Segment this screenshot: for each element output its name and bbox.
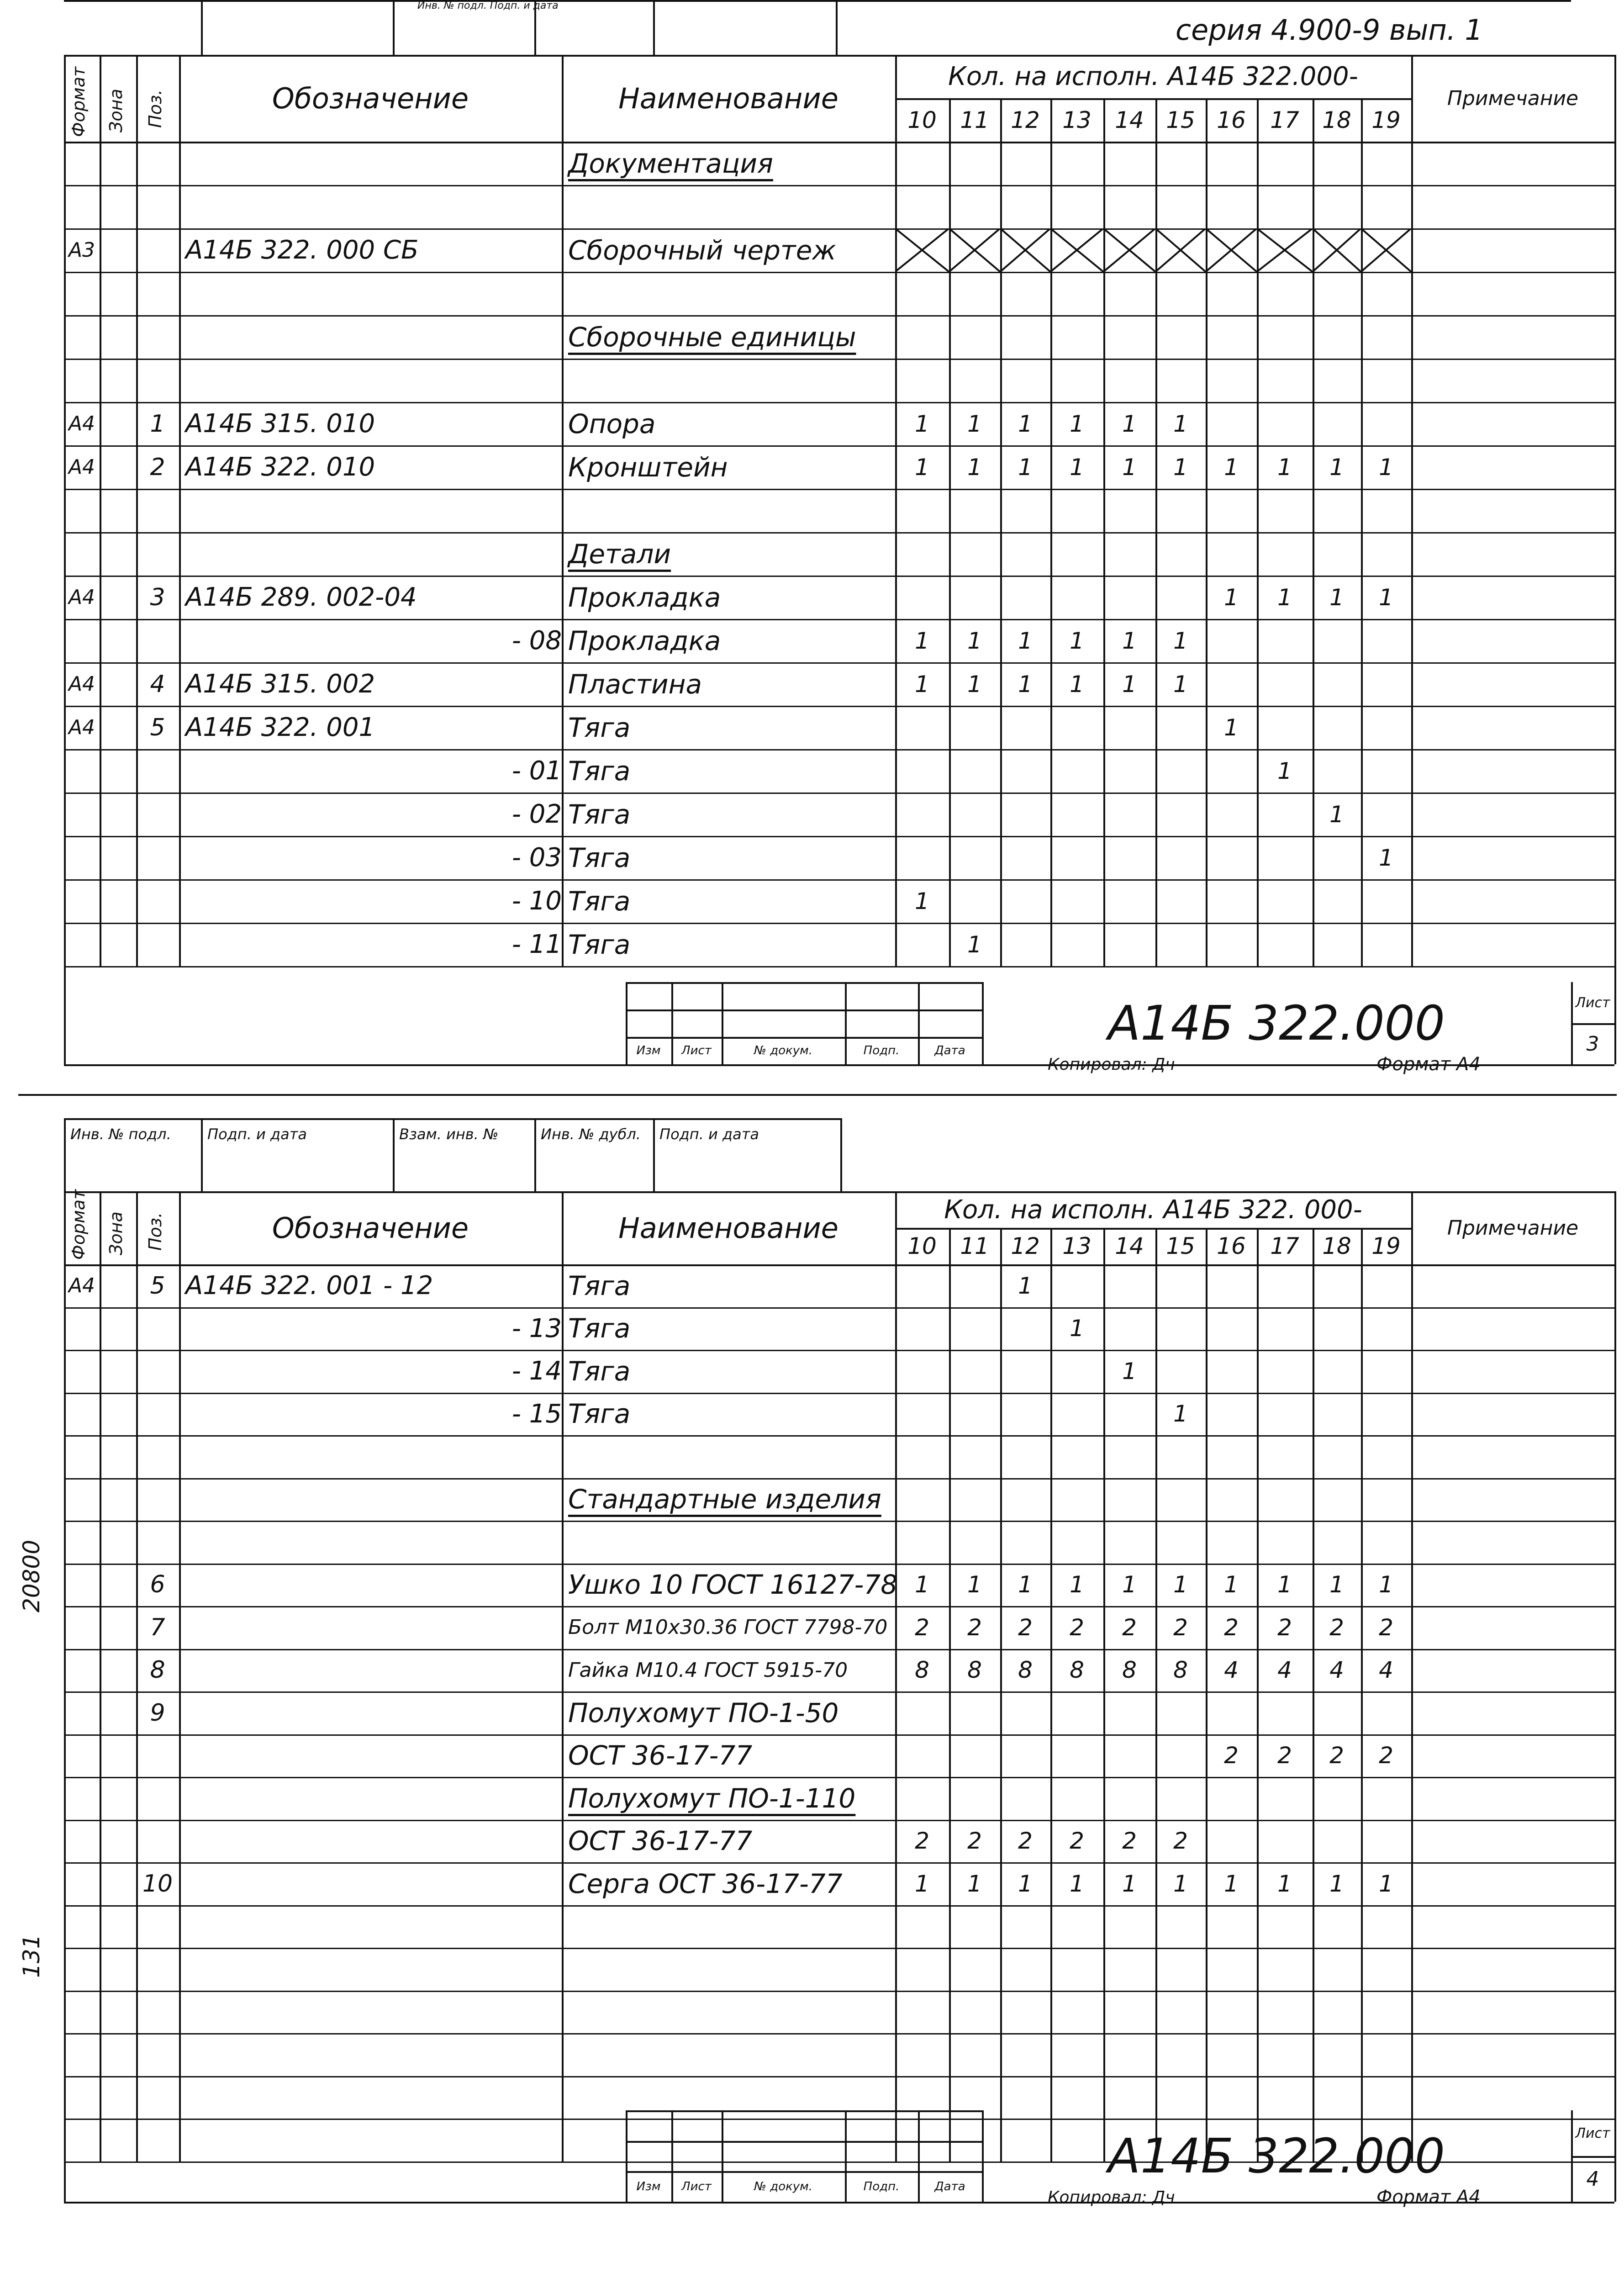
qty-17: 1 <box>1277 454 1292 481</box>
stamp-label-date: Дата <box>934 1044 965 1057</box>
qty-13: 1 <box>1070 454 1084 481</box>
qty-10: 1 <box>915 671 929 698</box>
frame-left <box>64 1191 66 2202</box>
qty-19: 4 <box>1379 1657 1393 1684</box>
qty-15: 1 <box>1173 1870 1188 1897</box>
frame-right <box>1614 1191 1616 2202</box>
qty-10: 1 <box>915 627 929 654</box>
header-col-14: 14 <box>1115 106 1144 133</box>
row-name: Полухомут ПО-1-50 <box>568 1697 839 1728</box>
qty-16: 1 <box>1224 454 1239 481</box>
sheet-number: 3 <box>1586 1032 1599 1056</box>
qty-17: 1 <box>1277 584 1292 611</box>
row-designation: А14Б 315. 010 <box>185 409 375 439</box>
row-designation: А14Б 315. 002 <box>185 669 375 699</box>
qty-10: 1 <box>915 1870 929 1897</box>
row-format: А4 <box>68 586 95 609</box>
qty-11: 8 <box>967 1657 982 1684</box>
qty-10: 8 <box>915 1657 929 1684</box>
row-designation: А14Б 322. 001 - 12 <box>185 1271 433 1301</box>
row-line <box>64 1991 1614 1992</box>
row-position: 1 <box>150 410 165 438</box>
row-line <box>64 1948 1614 1949</box>
qty-13: 1 <box>1070 671 1084 698</box>
row-name: Тяга <box>568 842 631 873</box>
cross-mark-col-18 <box>1313 228 1361 272</box>
column-line <box>1313 1228 1314 2161</box>
qty-13: 1 <box>1070 1315 1084 1342</box>
top-strip-divider <box>393 0 395 55</box>
qty-11: 1 <box>967 410 982 437</box>
row-name: Прокладка <box>568 581 721 613</box>
row-designation: - 08 <box>511 626 562 655</box>
qty-14: 2 <box>1122 1828 1137 1855</box>
qty-19: 2 <box>1379 1614 1393 1641</box>
row-position: 5 <box>150 1272 165 1300</box>
qty-14: 8 <box>1122 1657 1137 1684</box>
column-line <box>1155 1228 1157 2161</box>
row-line <box>64 185 1614 186</box>
row-name: Опора <box>568 408 656 439</box>
header-pos: Поз. <box>145 89 165 128</box>
qty-16: 1 <box>1224 714 1239 741</box>
sheet-number: 4 <box>1586 2167 1599 2191</box>
qty-12: 2 <box>1018 1828 1033 1855</box>
column-line <box>1257 1228 1259 2161</box>
header-col-15: 15 <box>1166 1233 1195 1259</box>
row-format: А4 <box>68 455 95 479</box>
qty-18: 1 <box>1329 1870 1344 1897</box>
qty-13: 1 <box>1070 1870 1084 1897</box>
header-col-11: 11 <box>960 1233 989 1259</box>
margin-page: 131 <box>18 1934 45 1978</box>
qty-15: 1 <box>1173 454 1188 481</box>
column-line <box>136 55 138 966</box>
qty-18: 1 <box>1329 584 1344 611</box>
row-name: Полухомут ПО-1-110 <box>568 1782 856 1814</box>
header-col-10: 10 <box>907 106 937 133</box>
qty-11: 2 <box>967 1828 982 1855</box>
qty-18: 4 <box>1329 1657 1344 1684</box>
qty-14: 1 <box>1122 671 1137 698</box>
stamp-line <box>626 2110 982 2112</box>
row-name: Тяга <box>568 929 631 960</box>
qty-10: 2 <box>915 1614 929 1641</box>
qty-19: 2 <box>1379 1742 1393 1769</box>
column-line <box>1000 1228 1002 2161</box>
cross-mark-col-13 <box>1050 228 1103 272</box>
qty-10: 1 <box>915 888 929 914</box>
stamp-label-list: Лист <box>681 2179 712 2193</box>
stamp-label-list: Лист <box>681 1044 712 1057</box>
qty-19: 1 <box>1379 844 1393 871</box>
qty-13: 2 <box>1070 1614 1084 1641</box>
row-name: Сборочный чертеж <box>568 234 836 266</box>
qty-13: 8 <box>1070 1657 1084 1684</box>
column-line <box>1050 1228 1052 2161</box>
qty-11: 1 <box>967 671 982 698</box>
row-line <box>64 1521 1614 1522</box>
qty-18: 1 <box>1329 454 1344 481</box>
qty-12: 1 <box>1018 454 1033 481</box>
sheet-label: Лист <box>1575 2125 1610 2141</box>
cross-mark-col-17 <box>1257 228 1313 272</box>
row-name: ОСТ 36-17-77 <box>568 1740 753 1771</box>
stamp-label-doc: № докум. <box>754 1044 813 1057</box>
qty-11: 1 <box>967 454 982 481</box>
margin-number: 20800 <box>18 1539 45 1612</box>
header-col-11: 11 <box>960 106 989 133</box>
row-designation: - 15 <box>511 1399 562 1429</box>
stamp-label-izm: Изм <box>636 1044 661 1057</box>
frame-right <box>1614 55 1616 1064</box>
stamp-label-doc: № докум. <box>754 2179 813 2193</box>
stamp-code: А14Б 322.000 <box>1108 2128 1445 2184</box>
qty-11: 1 <box>967 931 982 958</box>
header-col-13: 13 <box>1062 106 1091 133</box>
row-designation: - 11 <box>511 930 562 959</box>
row-name: Тяга <box>568 1270 631 1301</box>
qty-17: 1 <box>1277 1571 1292 1598</box>
cross-mark-col-16 <box>1206 228 1257 272</box>
stamp-code: А14Б 322.000 <box>1108 995 1445 1051</box>
qty-10: 1 <box>915 454 929 481</box>
row-position: 4 <box>150 670 165 698</box>
header-name: Наименование <box>618 81 838 115</box>
header-designation: Обозначение <box>272 81 469 115</box>
row-designation: - 02 <box>511 799 562 829</box>
column-line <box>100 1191 101 2161</box>
qty-16: 2 <box>1224 1742 1239 1769</box>
qty-15: 1 <box>1173 627 1188 654</box>
copied-by: Копировал: Дч <box>1048 2188 1175 2207</box>
qty-16: 1 <box>1224 1870 1239 1897</box>
row-line <box>64 2076 1614 2077</box>
header-zone: Зона <box>106 1211 126 1255</box>
strip-label-0: Инв. № подл. <box>70 1126 171 1143</box>
row-designation: - 01 <box>511 756 562 786</box>
cross-mark-col-14 <box>1103 228 1155 272</box>
qty-16: 1 <box>1224 1571 1239 1598</box>
stamp-label-date: Дата <box>934 2179 965 2193</box>
qty-19: 1 <box>1379 1870 1393 1897</box>
row-name: Документация <box>568 148 773 179</box>
qty-12: 1 <box>1018 1272 1033 1299</box>
header-col-17: 17 <box>1270 1233 1299 1259</box>
row-name: Тяга <box>568 1398 631 1430</box>
column-line <box>1361 1228 1363 2161</box>
strip-label-3: Инв. № дубл. <box>541 1126 641 1143</box>
row-position: 8 <box>150 1656 165 1684</box>
qty-15: 2 <box>1173 1828 1188 1855</box>
row-position: 7 <box>150 1613 165 1641</box>
qty-18: 2 <box>1329 1742 1344 1769</box>
qty-16: 4 <box>1224 1657 1239 1684</box>
header-col-16: 16 <box>1217 106 1246 133</box>
series-label: серия 4.900-9 вып. 1 <box>1176 13 1483 47</box>
qty-12: 8 <box>1018 1657 1033 1684</box>
column-line <box>1206 1228 1207 2161</box>
qty-14: 1 <box>1122 410 1137 437</box>
strip-label-4: Подп. и дата <box>659 1126 759 1143</box>
qty-12: 1 <box>1018 671 1033 698</box>
header-format: Формат <box>69 66 89 137</box>
row-name: Сборочные единицы <box>568 321 856 353</box>
header-col-17: 17 <box>1270 106 1299 133</box>
row-line <box>64 1435 1614 1437</box>
qty-10: 1 <box>915 410 929 437</box>
header-qty: Кол. на исполн. А14Б 322. 000- <box>944 1194 1362 1225</box>
row-format: А4 <box>68 716 95 739</box>
header-pos: Поз. <box>145 1212 165 1251</box>
qty-10: 1 <box>915 1571 929 1598</box>
cross-mark-col-11 <box>949 228 1000 272</box>
header-col-19: 19 <box>1371 106 1401 133</box>
sheet-label: Лист <box>1575 994 1610 1011</box>
row-position: 10 <box>142 1870 173 1897</box>
qty-17: 2 <box>1277 1614 1292 1641</box>
row-designation: - 13 <box>511 1313 562 1343</box>
row-position: 6 <box>150 1571 165 1599</box>
row-position: 9 <box>150 1699 165 1727</box>
column-line <box>1411 55 1413 966</box>
qty-11: 1 <box>967 1571 982 1598</box>
qty-19: 1 <box>1379 584 1393 611</box>
header-col-13: 13 <box>1062 1233 1091 1259</box>
header-col-19: 19 <box>1371 1233 1401 1259</box>
header-col-12: 12 <box>1011 1233 1040 1259</box>
row-format: А4 <box>68 672 95 696</box>
row-designation: - 03 <box>511 843 562 872</box>
row-designation: А14Б 322. 001 <box>185 713 375 742</box>
row-line <box>64 1905 1614 1907</box>
row-format: А4 <box>68 412 95 435</box>
header-qty: Кол. на исполн. А14Б 322.000- <box>948 62 1358 91</box>
row-name: Детали <box>568 538 671 570</box>
qty-14: 1 <box>1122 1870 1137 1897</box>
qty-14: 1 <box>1122 1571 1137 1598</box>
qty-15: 1 <box>1173 1400 1188 1427</box>
row-designation: - 14 <box>511 1356 562 1386</box>
qty-12: 1 <box>1018 1571 1033 1598</box>
format-label: Формат А4 <box>1376 1054 1481 1075</box>
qty-14: 1 <box>1122 627 1137 654</box>
row-name: Серга ОСТ 36-17-77 <box>568 1868 843 1899</box>
row-line <box>64 359 1614 360</box>
header-note: Примечание <box>1447 1216 1579 1240</box>
header-name: Наименование <box>618 1211 838 1245</box>
header-zone: Зона <box>106 89 126 132</box>
header-col-16: 16 <box>1217 1233 1246 1259</box>
row-position: 3 <box>150 583 165 611</box>
top-strip-divider <box>201 0 203 55</box>
top-strip-divider <box>836 0 838 55</box>
row-name: Стандартные изделия <box>568 1484 881 1515</box>
column-line <box>1411 1191 1413 2161</box>
strip-label-2: Взам. инв. № <box>399 1126 499 1143</box>
qty-17: 1 <box>1277 757 1292 784</box>
row-format: А4 <box>68 1274 95 1298</box>
row-name: Тяга <box>568 1313 631 1344</box>
qty-17: 4 <box>1277 1657 1292 1684</box>
row-designation: А14Б 322. 000 СБ <box>185 235 419 265</box>
row-name: Прокладка <box>568 625 721 656</box>
header-designation: Обозначение <box>272 1211 469 1245</box>
qty-14: 2 <box>1122 1614 1137 1641</box>
stamp-line <box>626 982 982 984</box>
qty-12: 1 <box>1018 410 1033 437</box>
row-name: Тяга <box>568 1355 631 1387</box>
header-col-18: 18 <box>1322 1233 1351 1259</box>
cross-mark-col-19 <box>1361 228 1411 272</box>
row-position: 2 <box>150 453 165 481</box>
qty-16: 1 <box>1224 584 1239 611</box>
row-format: А3 <box>68 238 95 262</box>
row-name: Кронштейн <box>568 451 728 483</box>
qty-15: 2 <box>1173 1614 1188 1641</box>
row-designation: А14Б 289. 002-04 <box>185 582 417 612</box>
qty-17: 1 <box>1277 1870 1292 1897</box>
header-col-18: 18 <box>1322 106 1351 133</box>
stamp-line <box>626 1009 982 1011</box>
qty-13: 1 <box>1070 1571 1084 1598</box>
row-line <box>64 966 1614 967</box>
row-name: Ушко 10 ГОСТ 16127-78 <box>568 1569 898 1601</box>
cross-mark-col-15 <box>1155 228 1206 272</box>
cross-mark-col-10 <box>895 228 949 272</box>
separator-line <box>18 1094 1617 1096</box>
header-col-14: 14 <box>1115 1233 1144 1259</box>
header-format: Формат <box>69 1189 89 1260</box>
header-note: Примечание <box>1447 86 1579 110</box>
format-label: Формат А4 <box>1376 2187 1481 2208</box>
row-name: Тяга <box>568 755 631 787</box>
stamp-label-izm: Изм <box>636 2179 661 2193</box>
qty-10: 2 <box>915 1828 929 1855</box>
qty-13: 1 <box>1070 410 1084 437</box>
stamp-label-podp: Подп. <box>863 2179 900 2193</box>
strip-label-1: Подп. и дата <box>207 1126 307 1143</box>
cross-mark-col-12 <box>1000 228 1050 272</box>
header-col-15: 15 <box>1166 106 1195 133</box>
qty-14: 1 <box>1122 454 1137 481</box>
qty-11: 1 <box>967 1870 982 1897</box>
qty-11: 2 <box>967 1614 982 1641</box>
header-col-12: 12 <box>1011 106 1040 133</box>
top-strip-text: Инв. № подл. Подп. и дата <box>417 0 559 11</box>
qty-14: 1 <box>1122 1358 1137 1385</box>
qty-12: 2 <box>1018 1614 1033 1641</box>
row-name: Тяга <box>568 885 631 917</box>
qty-12: 1 <box>1018 627 1033 654</box>
qty-18: 2 <box>1329 1614 1344 1641</box>
header-col-10: 10 <box>907 1233 937 1259</box>
qty-11: 1 <box>967 627 982 654</box>
row-position: 5 <box>150 713 165 741</box>
qty-15: 1 <box>1173 671 1188 698</box>
qty-13: 2 <box>1070 1828 1084 1855</box>
row-name: Тяга <box>568 798 631 830</box>
copied-by: Копировал: Дч <box>1048 1055 1175 1074</box>
qty-17: 2 <box>1277 1742 1292 1769</box>
row-line <box>64 2033 1614 2035</box>
qty-12: 1 <box>1018 1870 1033 1897</box>
qty-18: 1 <box>1329 801 1344 828</box>
row-designation: - 10 <box>511 886 562 916</box>
qty-13: 1 <box>1070 627 1084 654</box>
stamp-label-podp: Подп. <box>863 1044 900 1057</box>
qty-16: 2 <box>1224 1614 1239 1641</box>
qty-15: 1 <box>1173 1571 1188 1598</box>
row-name: ОСТ 36-17-77 <box>568 1825 753 1857</box>
row-line <box>64 272 1614 273</box>
row-name: Гайка М10.4 ГОСТ 5915-70 <box>568 1658 848 1682</box>
frame-left <box>64 55 66 1064</box>
row-line <box>64 489 1614 490</box>
row-name: Тяга <box>568 712 631 743</box>
column-line <box>949 1228 951 2161</box>
column-line <box>100 55 101 966</box>
row-name: Пластина <box>568 668 702 700</box>
qty-19: 1 <box>1379 454 1393 481</box>
qty-19: 1 <box>1379 1571 1393 1598</box>
row-name: Болт М10х30.36 ГОСТ 7798-70 <box>568 1616 888 1639</box>
qty-15: 1 <box>1173 410 1188 437</box>
qty-18: 1 <box>1329 1571 1344 1598</box>
qty-15: 8 <box>1173 1657 1188 1684</box>
stamp-line <box>626 2141 982 2143</box>
row-designation: А14Б 322. 010 <box>185 452 375 482</box>
